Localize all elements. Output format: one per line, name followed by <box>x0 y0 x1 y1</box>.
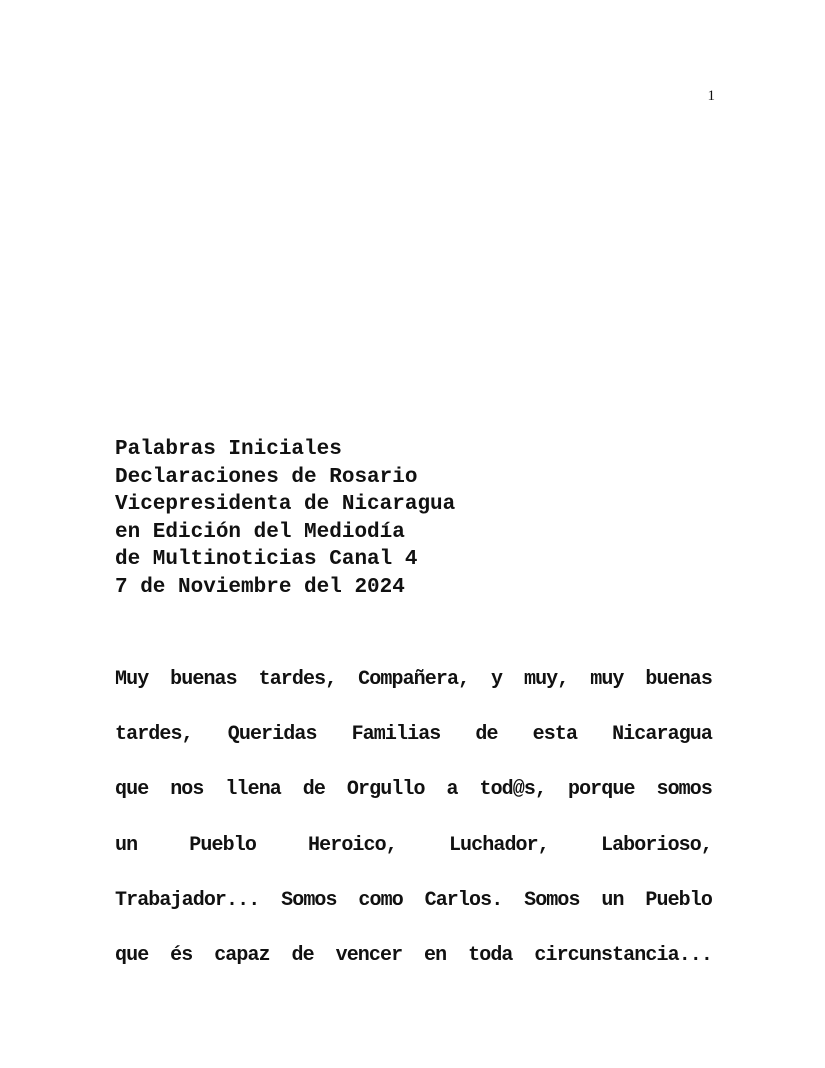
title-line-5: de Multinoticias Canal 4 <box>115 548 418 572</box>
body-line-2: tardes, Queridas Familias de esta Nicaragua <box>115 723 712 747</box>
body-line-1: Muy buenas tardes, Compañera, y muy, muy buenas <box>115 668 712 691</box>
body-line-6: que és capaz de vencer en toda circunstancia... <box>115 943 712 967</box>
title-line-2: Declaraciones de Rosario <box>115 465 418 489</box>
body-line-5: Trabajador... Somos como Carlos. Somos un Pueblo <box>115 888 712 912</box>
page-number: 1 <box>707 88 715 104</box>
body-line-4: un Pueblo Heroico, Luchador, Laborioso, <box>115 833 712 857</box>
title-line-3: Vicepresidenta de Nicaragua <box>115 493 456 517</box>
title-line-6: 7 de Noviembre del 2024 <box>115 575 405 599</box>
title-line-4: en Edición del Mediodía <box>115 520 405 544</box>
body-line-3: que nos llena de Orgullo a tod@s, porque somos <box>115 778 712 802</box>
title-block <box>115 436 735 602</box>
title-line-1: Palabras Iniciales <box>115 438 342 461</box>
body-paragraph <box>115 652 712 983</box>
